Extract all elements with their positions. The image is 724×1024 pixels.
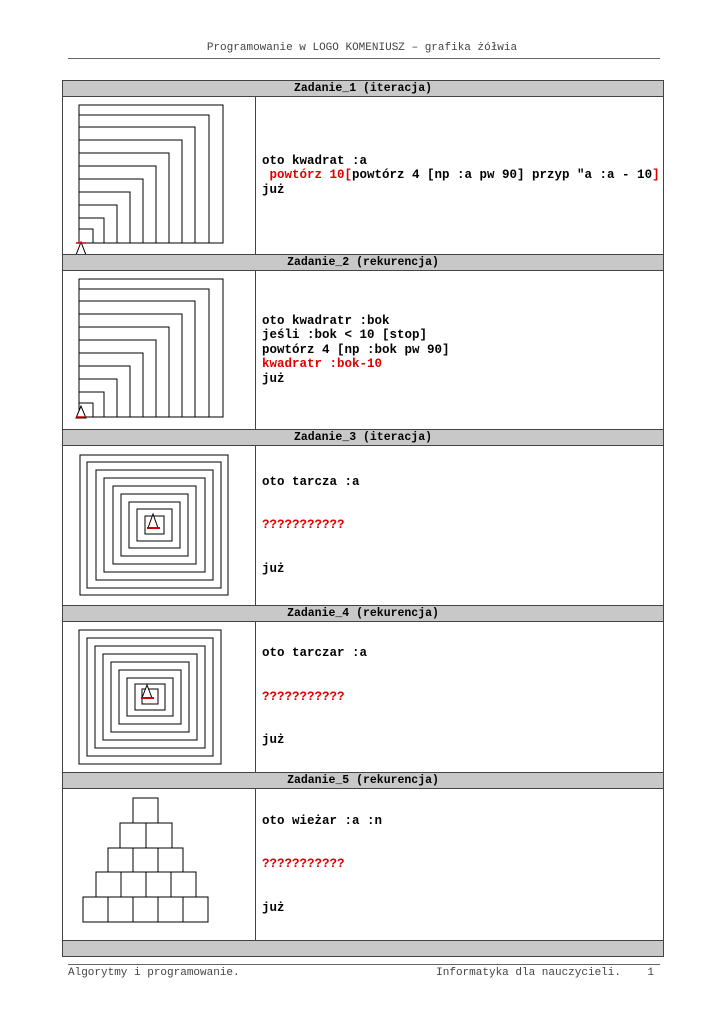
- task-4-figure: [63, 622, 256, 772]
- footer-rule: [68, 964, 660, 965]
- turtle-icon: [141, 685, 154, 698]
- code-line: [262, 872, 663, 887]
- task-3-figure: [63, 446, 256, 605]
- code-line: [262, 675, 663, 690]
- code-line: ???????????: [262, 857, 345, 872]
- code-line: [262, 547, 663, 562]
- code-line: [262, 886, 663, 901]
- task-3-code: [256, 446, 663, 605]
- code-line: [262, 504, 663, 519]
- task-2-figure: [63, 271, 256, 429]
- task-5-figure: [63, 789, 256, 940]
- task-5-row: [63, 789, 663, 941]
- task-5-title: Zadanie_5 (rekurencja): [63, 773, 663, 789]
- code-line: oto wieżar :a :n: [262, 813, 383, 828]
- task-1-figure: [63, 97, 256, 254]
- code-line: już: [262, 182, 285, 197]
- code-line: powtórz 10[powtórz 4 [np :a pw 90] przyp "a :a - 10]: [262, 168, 660, 183]
- footer-right: Informatyka dla nauczycieli.: [436, 967, 621, 979]
- task-4-row: [63, 622, 663, 773]
- task-1-row: [63, 97, 663, 255]
- footer-left: Algorytmy i programowanie.: [68, 967, 240, 979]
- code-line: jeśli :bok < 10 [stop]: [262, 328, 428, 343]
- code-line: [262, 661, 663, 676]
- code-line: [262, 533, 663, 548]
- task-4-code: [256, 622, 663, 772]
- task-3-title: Zadanie_3 (iteracja): [63, 430, 663, 446]
- block-tower-figure: [63, 789, 255, 940]
- nested-corner-squares-figure: [63, 97, 255, 254]
- task-table: [62, 80, 664, 957]
- code-line: już: [262, 900, 285, 915]
- nested-corner-squares-figure: [63, 271, 255, 429]
- code-line: powtórz 4 [np :bok pw 90]: [262, 342, 450, 357]
- code-line: [262, 489, 663, 504]
- page-number: 1: [647, 967, 654, 979]
- table-footer-bar: [63, 941, 663, 956]
- code-line: [262, 719, 663, 734]
- code-line: ???????????: [262, 689, 345, 704]
- task-1-code: [256, 97, 663, 254]
- task-2-row: [63, 271, 663, 430]
- task-3-row: [63, 446, 663, 606]
- code-line: już: [262, 561, 285, 576]
- task-2-code: [256, 271, 663, 429]
- task-2-title: Zadanie_2 (rekurencja): [63, 255, 663, 271]
- code-line: ???????????: [262, 518, 345, 533]
- code-line: oto kwadratr :bok: [262, 313, 390, 328]
- code-line: już: [262, 371, 285, 386]
- concentric-squares-target-figure: [63, 446, 255, 605]
- task-5-code: [256, 789, 663, 940]
- task-1-title: Zadanie_1 (iteracja): [63, 81, 663, 97]
- header-rule: [68, 58, 660, 59]
- concentric-squares-target-figure: [63, 622, 255, 772]
- code-line: oto tarcza :a: [262, 474, 360, 489]
- turtle-icon: [76, 406, 86, 418]
- code-line: oto tarczar :a: [262, 646, 368, 661]
- page-header: Programowanie w LOGO KOMENIUSZ – grafika żółwia: [206, 42, 518, 54]
- code-line: już: [262, 733, 285, 748]
- code-line: [262, 828, 663, 843]
- code-line: [262, 843, 663, 858]
- turtle-icon: [76, 242, 86, 254]
- task-4-title: Zadanie_4 (rekurencja): [63, 606, 663, 622]
- code-line: [262, 704, 663, 719]
- code-line: oto kwadrat :a: [262, 153, 368, 168]
- code-line: kwadratr :bok-10: [262, 357, 383, 372]
